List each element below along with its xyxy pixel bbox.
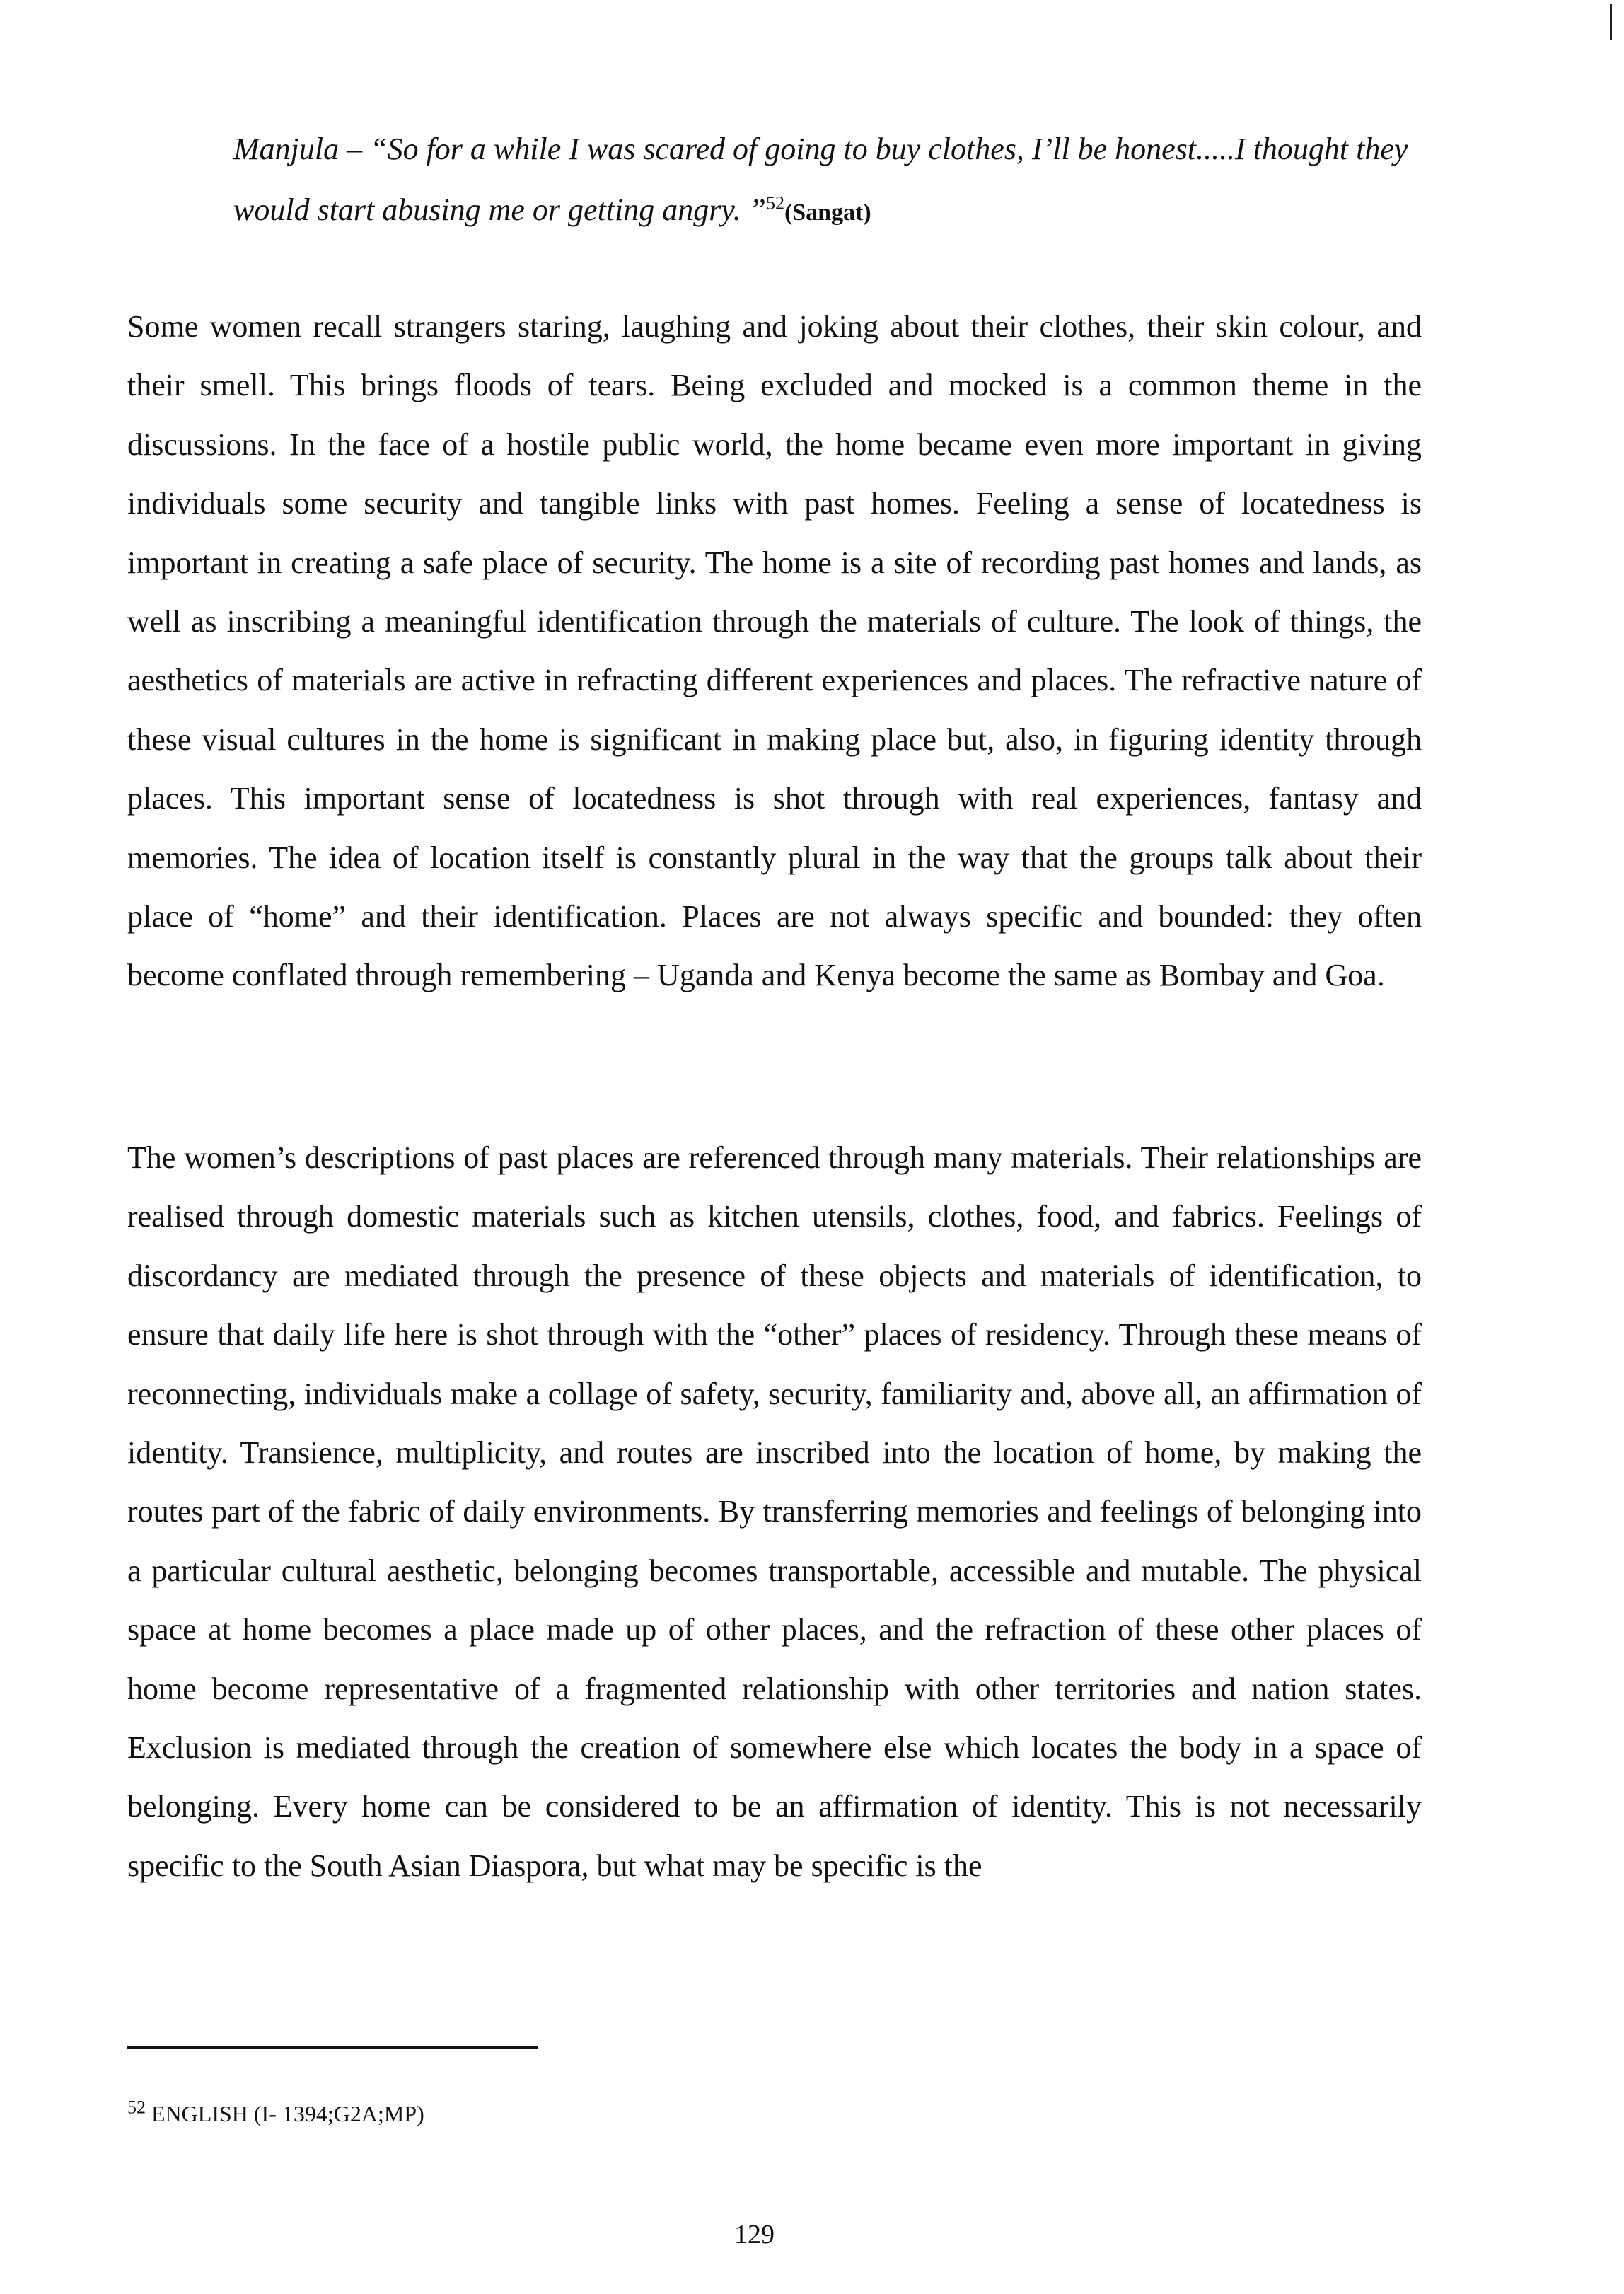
body-paragraph-2: The women’s descriptions of past places are referenced through many materials. Their relationships are realised through domestic materials such as kitchen utensils, clothes, food, and fabrics. Feelings of discordancy are mediated through the presence of these objects and materials of identification, to ensure that daily life here is shot through with the “other” places of residency. Through these means of reconnecting, individuals make a collage of safety, security, familiarity and, above all, an affirmation of identity. Transience, multiplicity, and routes are inscribed into the location of home, by making the routes part of the fabric of daily environments. By transferring memories and feelings of belonging into a particular cultural aesthetic, belonging becomes transportable, accessible and mutable. The physical space at home becomes a place made up of other places, and the refraction of these other places of home become representative of a fragmented relationship with other territories and nation states. Exclusion is mediated through the creation of somewhere else which locates the body in a space of belonging. Every home can be considered to be an affirmation of identity. This is not necessarily specific to the South Asian Diaspora, but what may be specific is the: [127, 1140, 1422, 1883]
quote-footnote-ref: 52: [765, 192, 784, 214]
footnote: [127, 2099, 424, 2128]
quote-source: (Sangat): [784, 199, 871, 226]
page-number: 129: [734, 2220, 775, 2249]
footnote-separator: [127, 2046, 538, 2049]
quote-text: Manjula – “So for a while I was scared of going to buy clothes, I’ll be honest.....I thought they would start abusing me or getting angry. ”: [233, 132, 1408, 227]
footnote-number: 52: [127, 2097, 146, 2118]
scan-edge-mark: [1610, 4, 1612, 40]
footnote-text: ENGLISH (I- 1394;G2A;MP): [151, 2101, 424, 2126]
interview-quote: [233, 119, 1436, 243]
body-paragraph-1: Some women recall strangers staring, laughing and joking about their clothes, their skin colour, and their smell. This brings floods of tears. Being excluded and mocked is a common theme in the discussions. In the face of a hostile public world, the home became even more important in giving individuals some security and tangible links with past homes. Feeling a sense of locatedness is important in creating a safe place of security. The home is a site of recording past homes and lands, as well as inscribing a meaningful identification through the materials of culture. The look of things, the aesthetics of materials are active in refracting different experiences and places. The refractive nature of these visual cultures in the home is significant in making place but, also, in figuring identity through places. This important sense of locatedness is shot through with real experiences, fantasy and memories. The idea of location itself is constantly plural in the way that the groups talk about their place of “home” and their identification. Places are not always specific and bounded: they often become conflated through remembering – Uganda and Kenya become the same as Bombay and Goa.: [127, 309, 1422, 993]
